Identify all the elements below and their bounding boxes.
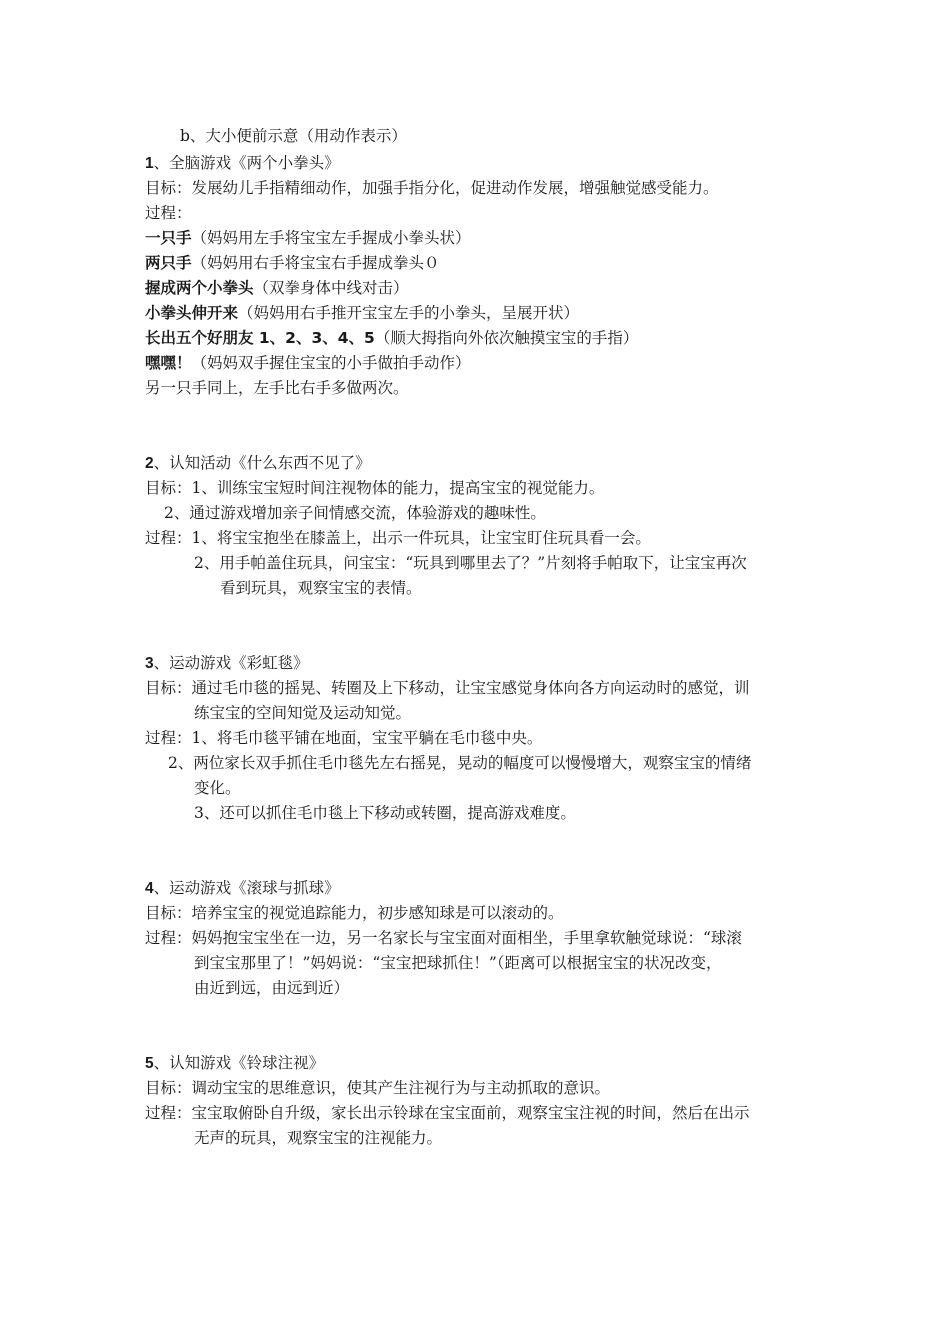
step-description: （妈妈用右手推开宝宝左手的小拳头，呈展开状） — [238, 304, 580, 322]
section-3-title-text: 、运动游戏《彩虹毯》 — [153, 654, 309, 672]
section-5-title-text: 、认知游戏《铃球注视》 — [153, 1054, 325, 1072]
section-1-step — [145, 326, 638, 350]
section-4-title-text: 、运动游戏《滚球与抓球》 — [153, 879, 340, 897]
section-2-process-1: 过程：1、将宝宝抱坐在膝盖上，出示一件玩具，让宝宝盯住玩具看一会。 — [145, 529, 651, 547]
section-3-process-2: 2、两位家长双手抓住毛巾毯先左右摇晃，晃动的幅度可以慢慢增大，观察宝宝的情绪 — [168, 754, 752, 772]
section-2-goal-1: 目标：1、训练宝宝短时间注视物体的能力，提高宝宝的视觉能力。 — [145, 479, 605, 497]
section-2-number: 2 — [145, 455, 154, 472]
step-keyword: 小拳头伸开来 — [145, 304, 239, 322]
step-keyword: 嘿嘿！ — [145, 354, 192, 372]
step-keyword: 两只手 — [145, 254, 192, 272]
section-4-goal: 目标：培养宝宝的视觉追踪能力，初步感知球是可以滚动的。 — [145, 904, 564, 922]
step-description: （双拳身体中线对击） — [253, 279, 409, 297]
step-description: （妈妈双手握住宝宝的小手做拍手动作） — [191, 354, 471, 372]
section-4-process: 过程：妈妈抱宝宝坐在一边，另一名家长与宝宝面对面相坐，手里拿软触觉球说：“球滚 — [145, 929, 742, 947]
step-description: （妈妈用右手将宝宝右手握成拳头０ — [191, 254, 440, 272]
section-2-title — [145, 451, 371, 476]
section-2-process-2-cont: 看到玩具，观察宝宝的表情。 — [220, 579, 422, 597]
section-5-number: 5 — [145, 1055, 154, 1072]
step-description: （顺大拇指向外依次触摸宝宝的手指） — [374, 329, 639, 347]
section-1-goal: 目标：发展幼儿手指精细动作，加强手指分化，促进动作发展，增强触觉感受能力。 — [145, 179, 719, 197]
section-3-goal: 目标：通过毛巾毯的摇晃、转圈及上下移动，让宝宝感觉身体向各方向运动时的感觉，训 — [145, 679, 750, 697]
section-1-step — [145, 251, 440, 275]
section-3-goal-cont: 练宝宝的空间知觉及运动知觉。 — [194, 704, 412, 722]
step-description: （妈妈用左手将宝宝左手握成小拳头状） — [191, 229, 471, 247]
section-1-closing: 另一只手同上，左手比右手多做两次。 — [145, 379, 409, 397]
section-3-process-2-cont: 变化。 — [194, 779, 241, 797]
step-keyword: 长出五个好朋友 1、2、3、4、5 — [145, 329, 375, 347]
section-1-step — [145, 351, 471, 375]
section-4-title — [145, 876, 340, 901]
section-3-process-3: 3、还可以抓住毛巾毯上下移动或转圈，提高游戏难度。 — [194, 804, 576, 822]
section-2-title-text: 、认知活动《什么东西不见了》 — [153, 454, 371, 472]
section-3-number: 3 — [145, 655, 154, 672]
section-3-title — [145, 651, 309, 676]
section-1-step — [145, 226, 471, 250]
section-1-title — [145, 151, 340, 176]
section-2-process-2: 2、用手帕盖住玩具，问宝宝：“玩具到哪里去了？”片刻将手帕取下，让宝宝再次 — [194, 554, 747, 572]
section-4-number: 4 — [145, 880, 154, 897]
section-5-process-cont: 无声的玩具，观察宝宝的注视能力。 — [194, 1129, 443, 1147]
intro-line: b、大小便前示意（用动作表示） — [180, 127, 407, 145]
section-5-title — [145, 1051, 324, 1076]
section-5-goal: 目标：调动宝宝的思维意识，使其产生注视行为与主动抓取的意识。 — [145, 1079, 611, 1097]
section-4-process-cont: 到宝宝那里了！”妈妈说：“宝宝把球抓住！”（距离可以根据宝宝的状况改变， — [194, 954, 722, 972]
section-4-process-cont-2: 由近到远，由远到近） — [194, 979, 350, 997]
section-1-title-text: 、全脑游戏《两个小拳头》 — [153, 154, 340, 172]
section-2-goal-2: 2、通过游戏增加亲子间情感交流，体验游戏的趣味性。 — [164, 504, 546, 522]
step-keyword: 一只手 — [145, 229, 192, 247]
section-1-step — [145, 301, 579, 325]
section-3-process-1: 过程：1、将毛巾毯平铺在地面，宝宝平躺在毛巾毯中央。 — [145, 729, 543, 747]
step-keyword: 握成两个小拳头 — [145, 279, 254, 297]
section-1-process-label: 过程： — [145, 204, 192, 222]
section-5-process: 过程：宝宝取俯卧自升级，家长出示铃球在宝宝面前，观察宝宝注视的时间，然后在出示 — [145, 1104, 750, 1122]
section-1-number: 1 — [145, 155, 154, 172]
section-1-step — [145, 276, 409, 300]
